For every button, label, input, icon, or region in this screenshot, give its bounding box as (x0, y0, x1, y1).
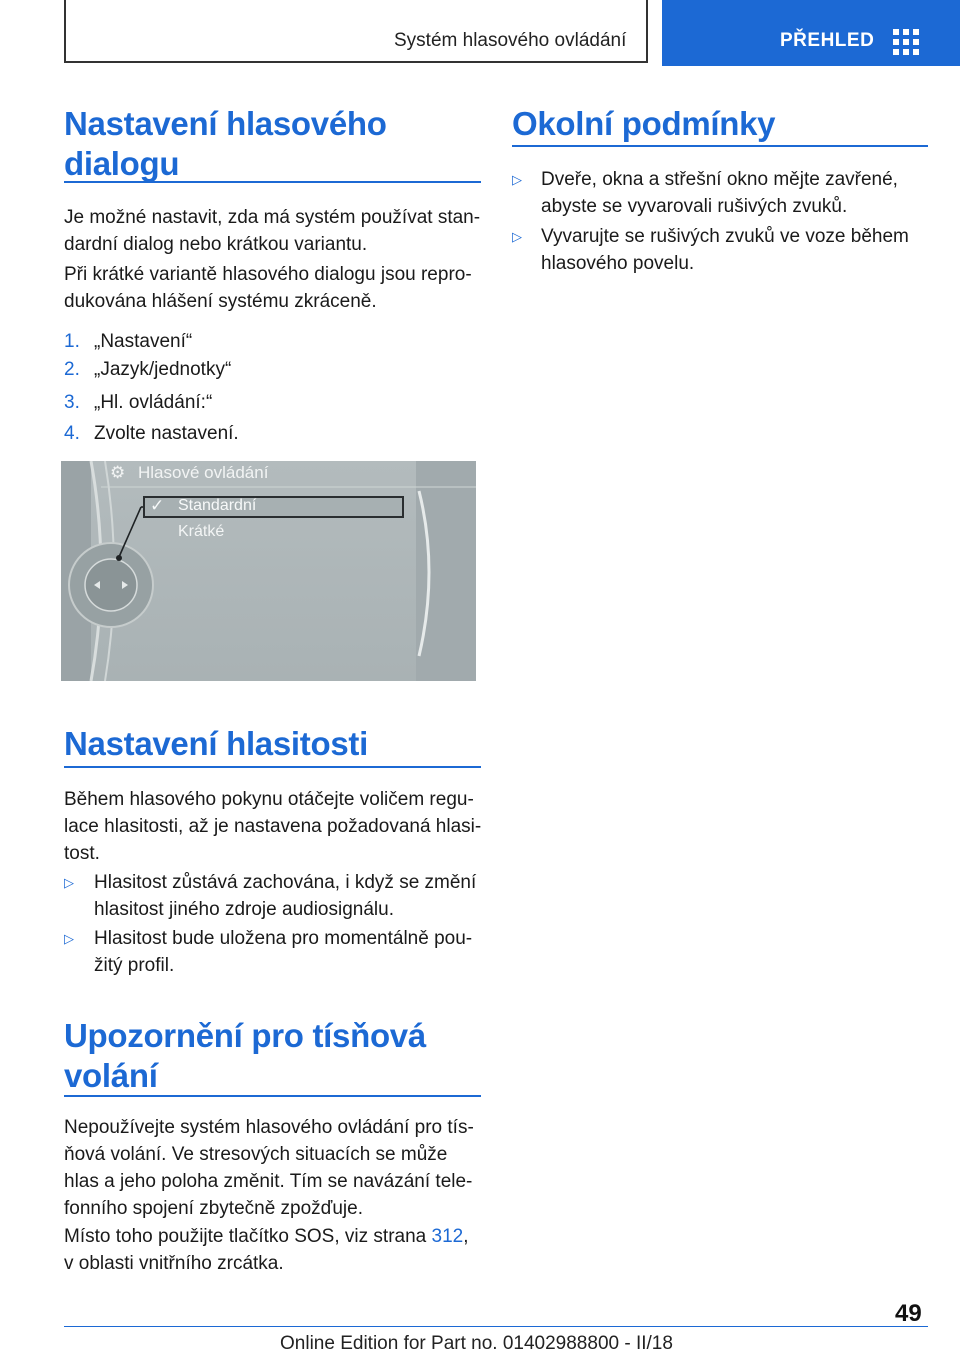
heading-rule (64, 181, 481, 183)
option-short[interactable]: Krátké (178, 523, 225, 540)
footer-rule (64, 1326, 928, 1327)
chapter-title: Systém hlasového ovládání (394, 30, 627, 51)
screen-title: Hlasové ovládání (138, 463, 269, 482)
section-heading-volume: Nastavení hlasitosti (64, 725, 368, 762)
section-heading-dialog: Nastavení hlasového dialogu (64, 105, 387, 182)
screen-graphic (61, 461, 476, 681)
check-icon: ✓ (150, 496, 165, 515)
idrive-screenshot (61, 461, 476, 681)
bullet-triangle-icon: ▷ (512, 229, 522, 244)
heading-rule (64, 1095, 481, 1097)
grid-menu-icon[interactable] (893, 29, 919, 55)
bullet-triangle-icon: ▷ (64, 875, 74, 890)
page-number: 49 (895, 1300, 922, 1327)
paragraph: Během hlasového pokynu otáčejte voličem regu‐ lace hlasitosti, až je nastavena požadovaná hlasi‐ tost. (64, 789, 482, 864)
page-link-312[interactable]: 312 (431, 1226, 464, 1247)
heading-rule (512, 145, 928, 147)
bullet-triangle-icon: ▷ (512, 172, 522, 187)
heading-rule (64, 766, 481, 768)
section-badge-label[interactable]: PŘEHLED (780, 30, 875, 51)
bullet-triangle-icon: ▷ (64, 931, 74, 946)
section-heading-environment: Okolní podmínky (512, 105, 776, 142)
paragraph: Je možné nastavit, zda má systém používat stan‐ dardní dialog nebo krátkou variantu. (64, 207, 481, 255)
paragraph: Nepoužívejte systém hlasového ovládání pro tís‐ ňová volání. Ve stresových situacích se může hlas a jeho poloha změnit. Tím se navázání tele‐ fonního spojení zbytečně zpožďuje. (64, 1117, 474, 1219)
edition-note: Online Edition for Part no. 01402988800 - II/18 (280, 1333, 673, 1354)
paragraph: Při krátké variantě hlasového dialogu jsou repro‐ dukována hlášení systému zkráceně. (64, 264, 472, 312)
gear-icon: ⚙ (110, 463, 126, 482)
paragraph: Místo toho použijte tlačítko SOS, viz strana 312, v oblasti vnitřního zrcátka. (64, 1226, 469, 1274)
section-heading-emergency: Upozornění pro tísňová volání (64, 1017, 426, 1094)
option-standard[interactable]: Standardní (178, 497, 257, 514)
